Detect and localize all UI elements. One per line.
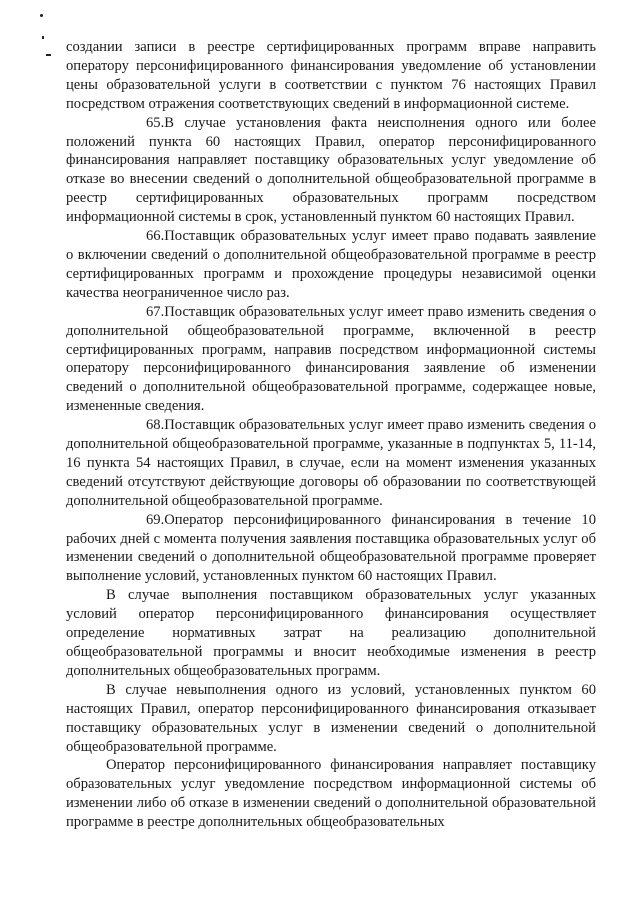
paragraph-69-notification: [66, 756, 596, 832]
paragraph-69-failure: [66, 681, 596, 757]
paragraph-text: В случае установления факта неисполнения одного или более положений пункта 60 настоящих Правил, оператор персонифицированного финансирования направляет поставщику образовательных услуг уведомление об отказе во внесении сведений о дополнительной общеобразовательной программе в реестр сертифицированных образовательных программ посредством информационной системы в срок, установленный пунктом 60 настоящих Правил.: [66, 114, 596, 226]
paragraph-text: Поставщик образовательных услуг имеет право изменить сведения о дополнительной общеобразовательной программе, указанные в подпунктах 5, 11-14, 16 пункта 54 настоящих Правил, в случае, если на момент изменения указанных сведений отсутствуют действующие договоры об образовании по соответствующей дополнительной общеобразовательной программе.: [66, 417, 596, 509]
paragraph-number: 68.: [146, 417, 165, 434]
paragraph-text: создании записи в реестре сертифицированных программ вправе направить оператору персонифицированного финансирования уведомление об установлении цены образовательной услуги в соответствии с пунктом 76 настоящих Правил посредством отражения соответствующих сведений в информационной системе.: [66, 39, 596, 112]
paragraph-68: [66, 416, 596, 511]
paragraph-number: 65.: [146, 114, 165, 131]
paragraph-continuation: [66, 38, 596, 114]
paragraph-66: [66, 227, 596, 303]
document-body: [66, 38, 596, 832]
paragraph-number: 66.: [146, 228, 165, 245]
paragraph-text: Поставщик образовательных услуг имеет право подавать заявление о включении сведений о дополнительной общеобразовательной программе в реестр сертифицированных программ и прохождение процедуры независимой оценки качества неограниченное число раз.: [66, 228, 596, 301]
paragraph-69: [66, 511, 596, 587]
scan-mark-dot: [42, 36, 44, 39]
scan-mark-dash: [46, 54, 51, 56]
paragraph-69-success: [66, 586, 596, 681]
paragraph-text: Оператор персонифицированного финансирования в течение 10 рабочих дней с момента получения заявления поставщика образовательных услуг об изменении сведений о дополнительной общеобразовательной программе проверяет выполнение условий, установленных пунктом 60 настоящих Правил.: [66, 511, 596, 585]
paragraph-number: 69.: [146, 511, 165, 528]
paragraph-67: [66, 303, 596, 416]
paragraph-number: 67.: [146, 303, 165, 320]
paragraph-text: Поставщик образовательных услуг имеет право изменить сведения о дополнительной общеобразовательной программе, включенной в реестр сертифицированных программ, направив посредством информационной системы оператору персонифицированного финансирования заявление об изменении сведений о дополнительной общеобразовательной программе, содержащее новые, измененные сведения.: [66, 303, 596, 415]
scan-mark-dot: [40, 14, 43, 17]
paragraph-text: Оператор персонифицированного финансирования направляет поставщику образовательных услуг уведомление посредством информационной системы об изменении либо об отказе в изменении сведений о дополнительной образовательной программе в реестре дополнительных общеобразовательных: [66, 757, 596, 831]
paragraph-text: В случае выполнения поставщиком образовательных услуг указанных условий оператор персонифицированного финансирования осуществляет определение нормативных затрат на реализацию дополнительной общеобразовательной программы и вносит необходимые изменения в реестр дополнительных общеобразовательных программ.: [66, 587, 596, 679]
paragraph-text: В случае невыполнения одного из условий, установленных пунктом 60 настоящих Правил, оператор персонифицированного финансирования отказывает поставщику образовательных услуг в изменении сведений о дополнительной общеобразовательной программе.: [66, 681, 596, 755]
paragraph-65: [66, 114, 596, 227]
